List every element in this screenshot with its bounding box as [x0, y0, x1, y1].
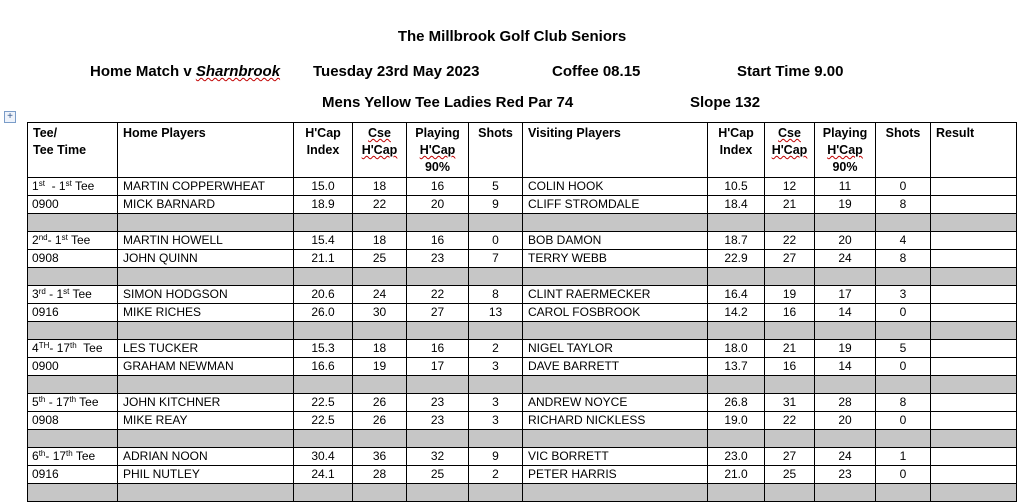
- header-home-hcap-index: H'Cap Index: [294, 123, 353, 178]
- tee-tee-num-sup: rd: [38, 287, 46, 296]
- home-cse-hcap: 24: [353, 286, 407, 304]
- home-player: MARTIN COPPERWHEAT: [118, 178, 294, 196]
- visitor-playing-hcap: 28: [815, 394, 876, 412]
- match-date: Tuesday 23rd May 2023: [313, 63, 480, 80]
- home-hcap-index: 21.1: [294, 250, 353, 268]
- tee-tee-num-sup: TH: [38, 341, 50, 350]
- result: [931, 412, 1017, 430]
- separator-cell: [294, 376, 353, 394]
- separator-cell: [469, 484, 523, 502]
- visitor-shots: 0: [876, 412, 931, 430]
- home-cse-hcap: 30: [353, 304, 407, 322]
- table-row: [28, 178, 1017, 196]
- separator-cell: [815, 322, 876, 340]
- result: [931, 448, 1017, 466]
- separator-cell: [931, 484, 1017, 502]
- separator-cell: [876, 376, 931, 394]
- home-cse-hcap: 18: [353, 178, 407, 196]
- separator-cell: [708, 214, 765, 232]
- visitor-hcap-index: 10.5: [708, 178, 765, 196]
- home-player: MIKE RICHES: [118, 304, 294, 322]
- separator-cell: [815, 376, 876, 394]
- separator-cell: [407, 214, 469, 232]
- separator-cell: [353, 484, 407, 502]
- visitor-playing-hcap: 19: [815, 196, 876, 214]
- separator-cell: [708, 322, 765, 340]
- visitor-playing-hcap: 24: [815, 448, 876, 466]
- table-row: [28, 340, 1017, 358]
- tee-tee-hole-sup: th: [69, 395, 77, 404]
- home-match-line: [90, 63, 280, 81]
- visitor-playing-hcap: 20: [815, 412, 876, 430]
- result: [931, 466, 1017, 484]
- visitor-cse-hcap: 12: [765, 178, 815, 196]
- header-visitor-playing-hcap: Playing H'Cap 90%: [815, 123, 876, 178]
- visitor-shots: 8: [876, 394, 931, 412]
- result: [931, 286, 1017, 304]
- tee-tee-name: Tee: [69, 287, 92, 301]
- tee-tee-hole-sup: th: [70, 341, 77, 350]
- header-visitor-hcap-index: H'Cap Index: [708, 123, 765, 178]
- separator-cell: [469, 376, 523, 394]
- visitor-playing-hcap: 17: [815, 286, 876, 304]
- visitor-playing-hcap: 14: [815, 304, 876, 322]
- home-shots: 7: [469, 250, 523, 268]
- home-playing-hcap: 23: [407, 394, 469, 412]
- home-shots: 9: [469, 196, 523, 214]
- visitor-shots: 0: [876, 466, 931, 484]
- separator-row: [28, 430, 1017, 448]
- header-home-cse-hcap: Cse H'Cap: [353, 123, 407, 178]
- visiting-player: NIGEL TAYLOR: [523, 340, 708, 358]
- separator-cell: [931, 430, 1017, 448]
- separator-cell: [353, 214, 407, 232]
- separator-cell: [469, 430, 523, 448]
- visitor-shots: 0: [876, 304, 931, 322]
- tee-tee-num: 2: [32, 233, 39, 247]
- separator-cell: [118, 322, 294, 340]
- tee-tee-hole-sup: th: [66, 449, 73, 458]
- visiting-player: PETER HARRIS: [523, 466, 708, 484]
- home-player: MARTIN HOWELL: [118, 232, 294, 250]
- home-hcap-index: 26.0: [294, 304, 353, 322]
- tee-label: [28, 178, 118, 196]
- home-cse-hcap: 18: [353, 232, 407, 250]
- tee-time: 0916: [28, 466, 118, 484]
- tee-tee-num-sup: th: [38, 395, 46, 404]
- home-cse-hcap: 28: [353, 466, 407, 484]
- visitor-hcap-index: 13.7: [708, 358, 765, 376]
- home-hcap-index: 22.5: [294, 394, 353, 412]
- visitor-hcap-index: 18.0: [708, 340, 765, 358]
- visitor-playing-hcap: 14: [815, 358, 876, 376]
- tee-tee-sep: - 17: [45, 449, 67, 463]
- home-shots: 13: [469, 304, 523, 322]
- separator-cell: [765, 430, 815, 448]
- table-row: [28, 358, 1017, 376]
- home-playing-hcap: 16: [407, 340, 469, 358]
- header-visitor-cse-hcap: Cse H'Cap: [765, 123, 815, 178]
- visiting-player: COLIN HOOK: [523, 178, 708, 196]
- home-shots: 3: [469, 394, 523, 412]
- separator-cell: [407, 268, 469, 286]
- visitor-playing-hcap: 23: [815, 466, 876, 484]
- separator-cell: [523, 376, 708, 394]
- home-player: JOHN QUINN: [118, 250, 294, 268]
- result: [931, 178, 1017, 196]
- header-visiting-players: Visiting Players: [523, 123, 708, 178]
- home-cse-hcap: 19: [353, 358, 407, 376]
- separator-cell: [931, 268, 1017, 286]
- separator-cell: [708, 376, 765, 394]
- separator-cell: [28, 322, 118, 340]
- separator-cell: [294, 322, 353, 340]
- home-hcap-index: 22.5: [294, 412, 353, 430]
- visitor-playing-hcap: 11: [815, 178, 876, 196]
- separator-cell: [523, 484, 708, 502]
- separator-cell: [294, 214, 353, 232]
- opponent-name: Sharnbrook: [195, 63, 281, 80]
- visiting-player: ANDREW NOYCE: [523, 394, 708, 412]
- visitor-cse-hcap: 16: [765, 304, 815, 322]
- separator-cell: [28, 484, 118, 502]
- visitor-hcap-index: 23.0: [708, 448, 765, 466]
- result: [931, 196, 1017, 214]
- tee-time: 0908: [28, 412, 118, 430]
- result: [931, 304, 1017, 322]
- separator-cell: [118, 376, 294, 394]
- home-hcap-index: 24.1: [294, 466, 353, 484]
- separator-cell: [931, 376, 1017, 394]
- home-player: GRAHAM NEWMAN: [118, 358, 294, 376]
- home-cse-hcap: 18: [353, 340, 407, 358]
- header-result: Result: [931, 123, 1017, 178]
- home-player: PHIL NUTLEY: [118, 466, 294, 484]
- visiting-player: RICHARD NICKLESS: [523, 412, 708, 430]
- visitor-cse-hcap: 21: [765, 196, 815, 214]
- separator-cell: [876, 484, 931, 502]
- visiting-player: VIC BORRETT: [523, 448, 708, 466]
- home-shots: 8: [469, 286, 523, 304]
- home-playing-hcap: 32: [407, 448, 469, 466]
- home-playing-hcap: 16: [407, 232, 469, 250]
- visitor-shots: 8: [876, 250, 931, 268]
- separator-cell: [407, 376, 469, 394]
- table-row: [28, 286, 1017, 304]
- tee-tee-name: Tee: [67, 233, 91, 247]
- visitor-hcap-index: 26.8: [708, 394, 765, 412]
- separator-cell: [708, 484, 765, 502]
- home-cse-hcap: 26: [353, 394, 407, 412]
- coffee-time: Coffee 08.15: [552, 63, 641, 80]
- visitor-hcap-index: 18.7: [708, 232, 765, 250]
- home-player: LES TUCKER: [118, 340, 294, 358]
- separator-cell: [815, 430, 876, 448]
- separator-cell: [815, 484, 876, 502]
- header-home-playing-hcap: Playing H'Cap 90%: [407, 123, 469, 178]
- home-hcap-index: 30.4: [294, 448, 353, 466]
- separator-cell: [765, 484, 815, 502]
- home-shots: 9: [469, 448, 523, 466]
- result: [931, 232, 1017, 250]
- tee-tee-num-sup: nd: [38, 233, 48, 242]
- home-playing-hcap: 23: [407, 250, 469, 268]
- draw-table: [27, 122, 1017, 502]
- home-player: ADRIAN NOON: [118, 448, 294, 466]
- separator-cell: [353, 268, 407, 286]
- home-cse-hcap: 22: [353, 196, 407, 214]
- separator-cell: [876, 430, 931, 448]
- tee-tee-hole-sup: st: [61, 233, 68, 242]
- tee-tee-name: Tee: [76, 341, 103, 355]
- tee-info: Mens Yellow Tee Ladies Red Par 74: [322, 94, 574, 111]
- visitor-hcap-index: 14.2: [708, 304, 765, 322]
- visitor-cse-hcap: 22: [765, 232, 815, 250]
- home-shots: 2: [469, 466, 523, 484]
- visitor-shots: 0: [876, 178, 931, 196]
- tee-label: [28, 232, 118, 250]
- separator-cell: [28, 214, 118, 232]
- result: [931, 394, 1017, 412]
- visiting-player: BOB DAMON: [523, 232, 708, 250]
- tee-tee-sep: - 1: [44, 179, 66, 193]
- visitor-shots: 0: [876, 358, 931, 376]
- header-home-shots: Shots: [469, 123, 523, 178]
- tee-label: [28, 394, 118, 412]
- tee-tee-hole-sup: st: [63, 287, 70, 296]
- visitor-cse-hcap: 19: [765, 286, 815, 304]
- home-hcap-index: 16.6: [294, 358, 353, 376]
- tee-tee-sep: - 1: [45, 287, 64, 301]
- visitor-cse-hcap: 25: [765, 466, 815, 484]
- tee-tee-num: 5: [32, 395, 39, 409]
- home-cse-hcap: 26: [353, 412, 407, 430]
- separator-cell: [118, 214, 294, 232]
- tee-tee-num: 6: [32, 449, 39, 463]
- separator-cell: [765, 268, 815, 286]
- separator-row: [28, 214, 1017, 232]
- separator-row: [28, 268, 1017, 286]
- visitor-hcap-index: 21.0: [708, 466, 765, 484]
- visiting-player: CLINT RAERMECKER: [523, 286, 708, 304]
- table-row: [28, 250, 1017, 268]
- slope-info: Slope 132: [690, 94, 761, 111]
- separator-cell: [931, 214, 1017, 232]
- header-tee: Tee/ Tee Time: [28, 123, 118, 178]
- separator-cell: [523, 430, 708, 448]
- separator-cell: [294, 268, 353, 286]
- separator-row: [28, 376, 1017, 394]
- home-hcap-index: 15.3: [294, 340, 353, 358]
- separator-cell: [523, 214, 708, 232]
- home-shots: 0: [469, 232, 523, 250]
- home-shots: 5: [469, 178, 523, 196]
- home-playing-hcap: 20: [407, 196, 469, 214]
- home-playing-hcap: 16: [407, 178, 469, 196]
- separator-cell: [407, 322, 469, 340]
- separator-cell: [815, 214, 876, 232]
- visitor-cse-hcap: 31: [765, 394, 815, 412]
- visitor-cse-hcap: 16: [765, 358, 815, 376]
- visitor-cse-hcap: 27: [765, 448, 815, 466]
- visitor-playing-hcap: 24: [815, 250, 876, 268]
- home-playing-hcap: 23: [407, 412, 469, 430]
- separator-cell: [765, 214, 815, 232]
- table-row: [28, 232, 1017, 250]
- home-match-prefix: Home Match v: [90, 63, 196, 80]
- home-hcap-index: 15.4: [294, 232, 353, 250]
- table-row: [28, 394, 1017, 412]
- separator-cell: [294, 430, 353, 448]
- tee-time: 0900: [28, 196, 118, 214]
- separator-cell: [118, 484, 294, 502]
- visitor-shots: 3: [876, 286, 931, 304]
- table-move-handle-icon[interactable]: +: [4, 111, 16, 123]
- result: [931, 250, 1017, 268]
- tee-tee-num-sup: st: [38, 179, 45, 188]
- separator-cell: [353, 430, 407, 448]
- separator-cell: [469, 322, 523, 340]
- separator-cell: [407, 430, 469, 448]
- home-playing-hcap: 17: [407, 358, 469, 376]
- separator-cell: [765, 322, 815, 340]
- tee-tee-name: Tee: [76, 395, 99, 409]
- visitor-playing-hcap: 19: [815, 340, 876, 358]
- home-shots: 3: [469, 412, 523, 430]
- tee-tee-sep: - 1: [47, 233, 62, 247]
- result: [931, 358, 1017, 376]
- visitor-hcap-index: 22.9: [708, 250, 765, 268]
- table-row: [28, 196, 1017, 214]
- table-row: [28, 448, 1017, 466]
- separator-cell: [523, 322, 708, 340]
- start-time: Start Time 9.00: [737, 63, 844, 80]
- separator-cell: [708, 268, 765, 286]
- separator-cell: [931, 322, 1017, 340]
- home-hcap-index: 15.0: [294, 178, 353, 196]
- home-playing-hcap: 25: [407, 466, 469, 484]
- table-header-row: [28, 123, 1017, 178]
- tee-tee-num: 3: [32, 287, 39, 301]
- separator-cell: [407, 484, 469, 502]
- header-home-players: Home Players: [118, 123, 294, 178]
- separator-cell: [876, 322, 931, 340]
- tee-tee-num: 1: [32, 179, 39, 193]
- separator-cell: [294, 484, 353, 502]
- tee-tee-sep: - 17: [45, 395, 70, 409]
- header-visitor-shots: Shots: [876, 123, 931, 178]
- separator-cell: [765, 376, 815, 394]
- visiting-player: CLIFF STROMDALE: [523, 196, 708, 214]
- home-player: SIMON HODGSON: [118, 286, 294, 304]
- tee-label: [28, 448, 118, 466]
- home-shots: 2: [469, 340, 523, 358]
- visitor-hcap-index: 16.4: [708, 286, 765, 304]
- tee-tee-sep: - 17: [49, 341, 71, 355]
- tee-tee-name: Tee: [71, 179, 95, 193]
- home-cse-hcap: 36: [353, 448, 407, 466]
- home-player: MIKE REAY: [118, 412, 294, 430]
- tee-time: 0900: [28, 358, 118, 376]
- separator-cell: [469, 268, 523, 286]
- visiting-player: TERRY WEBB: [523, 250, 708, 268]
- home-hcap-index: 18.9: [294, 196, 353, 214]
- separator-cell: [708, 430, 765, 448]
- table-row: [28, 304, 1017, 322]
- visitor-hcap-index: 18.4: [708, 196, 765, 214]
- tee-tee-name: Tee: [72, 449, 96, 463]
- home-cse-hcap: 25: [353, 250, 407, 268]
- table-row: [28, 412, 1017, 430]
- visitor-cse-hcap: 22: [765, 412, 815, 430]
- separator-cell: [28, 430, 118, 448]
- visiting-player: CAROL FOSBROOK: [523, 304, 708, 322]
- tee-tee-hole-sup: st: [65, 179, 72, 188]
- visitor-shots: 8: [876, 196, 931, 214]
- tee-tee-num-sup: th: [38, 449, 46, 458]
- home-shots: 3: [469, 358, 523, 376]
- separator-cell: [118, 430, 294, 448]
- separator-cell: [353, 322, 407, 340]
- separator-row: [28, 484, 1017, 502]
- separator-cell: [28, 376, 118, 394]
- document-title: The Millbrook Golf Club Seniors: [397, 28, 627, 45]
- visiting-player: DAVE BARRETT: [523, 358, 708, 376]
- visitor-shots: 4: [876, 232, 931, 250]
- result: [931, 340, 1017, 358]
- table-row: [28, 466, 1017, 484]
- separator-cell: [469, 214, 523, 232]
- separator-cell: [523, 268, 708, 286]
- separator-cell: [353, 376, 407, 394]
- separator-cell: [815, 268, 876, 286]
- visitor-cse-hcap: 27: [765, 250, 815, 268]
- table-body: [28, 178, 1017, 502]
- separator-cell: [118, 268, 294, 286]
- home-playing-hcap: 27: [407, 304, 469, 322]
- tee-label: [28, 286, 118, 304]
- separator-row: [28, 322, 1017, 340]
- tee-time: 0916: [28, 304, 118, 322]
- visitor-hcap-index: 19.0: [708, 412, 765, 430]
- visitor-playing-hcap: 20: [815, 232, 876, 250]
- home-playing-hcap: 22: [407, 286, 469, 304]
- separator-cell: [876, 268, 931, 286]
- visitor-cse-hcap: 21: [765, 340, 815, 358]
- tee-time: 0908: [28, 250, 118, 268]
- visitor-shots: 1: [876, 448, 931, 466]
- home-hcap-index: 20.6: [294, 286, 353, 304]
- tee-label: [28, 340, 118, 358]
- home-player: MICK BARNARD: [118, 196, 294, 214]
- visitor-shots: 5: [876, 340, 931, 358]
- tee-tee-num: 4: [32, 341, 39, 355]
- separator-cell: [876, 214, 931, 232]
- separator-cell: [28, 268, 118, 286]
- home-player: JOHN KITCHNER: [118, 394, 294, 412]
